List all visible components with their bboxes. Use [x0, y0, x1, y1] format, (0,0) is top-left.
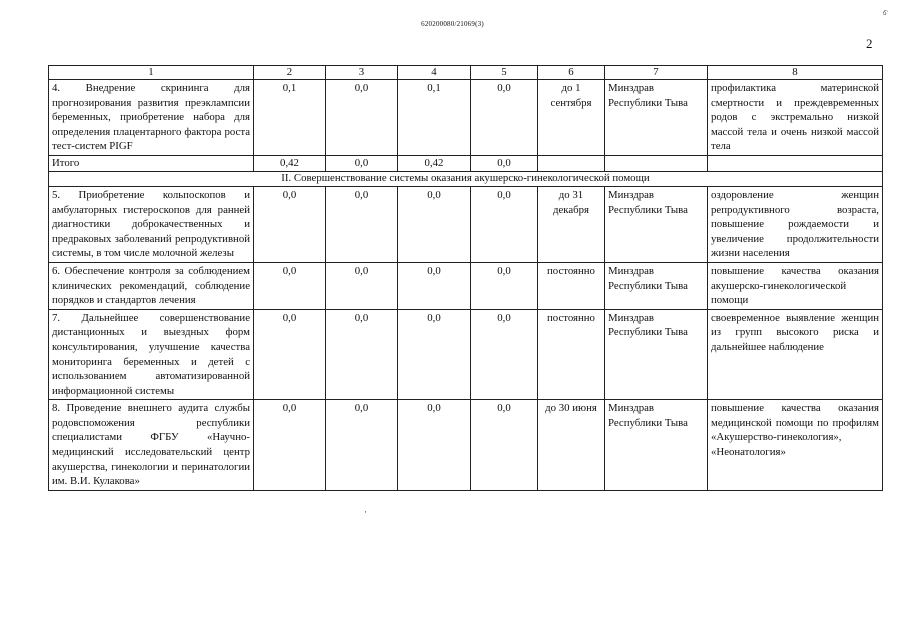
result-cell: своевременное выявление женщин из групп высокого риска и дальнейшее наблюдение: [708, 309, 883, 400]
value-cell: 0,0: [471, 262, 538, 309]
measure-cell: 5. Приобретение кольпоскопов и амбулаторных гистероскопов для ранней диагностики доброкачественных и предраковых заболеваний репродуктивной системы, в том числе молочной железы: [49, 186, 254, 262]
value-cell: 0,0: [398, 309, 471, 400]
result-cell: повышение качества оказания медицинской помощи по профилям «Акушерство-гинекология», «Неонатология»: [708, 400, 883, 491]
value-cell: 0,1: [398, 80, 471, 156]
result-cell: повышение качества оказания акушерско-гинекологической помощи: [708, 262, 883, 309]
term-cell: до 1 сентября: [538, 80, 605, 156]
measure-cell: 6. Обеспечение контроля за соблюдением клинических рекомендаций, соблюдение порядков и стандартов лечения: [49, 262, 254, 309]
page-number: 2: [866, 36, 873, 51]
column-number: 6: [538, 66, 605, 80]
table-row: [49, 262, 883, 309]
executor-cell: Минздрав Республики Тыва: [605, 309, 708, 400]
executor-cell: Минздрав Республики Тыва: [605, 186, 708, 262]
total-label: Итого: [49, 155, 254, 171]
term-cell: до 31 декабря: [538, 186, 605, 262]
term-cell: постоянно: [538, 309, 605, 400]
executor-cell: Минздрав Республики Тыва: [605, 80, 708, 156]
measure-cell: 4. Внедрение скрининга для прогнозирования развития преэклампсии беременных, приобретение набора для определения плацентарного фактора роста тест-систем PIGF: [49, 80, 254, 156]
value-cell: 0,0: [471, 186, 538, 262]
term-cell: постоянно: [538, 262, 605, 309]
value-cell: 0,0: [254, 400, 326, 491]
value-cell: 0,1: [254, 80, 326, 156]
total-value: 0,42: [398, 155, 471, 171]
measure-cell: 8. Проведение внешнего аудита службы родовспоможения республики специалистами ФГБУ «Научно-медицинский исследовательский центр акушерства, гинекологии и перинатологии им. В.И. Кулакова»: [49, 400, 254, 491]
column-number: 3: [326, 66, 398, 80]
empty-cell: [605, 155, 708, 171]
value-cell: 0,0: [254, 309, 326, 400]
executor-cell: Минздрав Республики Тыва: [605, 262, 708, 309]
column-number: 5: [471, 66, 538, 80]
scan-speck: ·: [364, 507, 367, 517]
plan-table: [48, 65, 883, 491]
table-row: [49, 309, 883, 400]
empty-cell: [708, 155, 883, 171]
executor-cell: Минздрав Республики Тыва: [605, 400, 708, 491]
table-row: [49, 400, 883, 491]
value-cell: 0,0: [398, 262, 471, 309]
value-cell: 0,0: [326, 80, 398, 156]
value-cell: 0,0: [398, 186, 471, 262]
measure-cell: 7. Дальнейшее совершенствование дистанционных и выездных форм консультирования, улучшение качества мониторинга беременных и детей с использованием автоматизированной информационной системы: [49, 309, 254, 400]
value-cell: 0,0: [326, 186, 398, 262]
column-number: 1: [49, 66, 254, 80]
value-cell: 0,0: [326, 309, 398, 400]
value-cell: 0,0: [471, 400, 538, 491]
document-id: 620200080/21069(3): [421, 20, 484, 28]
empty-cell: [538, 155, 605, 171]
term-cell: до 30 июня: [538, 400, 605, 491]
result-cell: оздоровление женщин репродуктивного возраста, повышение рождаемости и увеличение продолжительности жизни населения: [708, 186, 883, 262]
value-cell: 0,0: [254, 186, 326, 262]
value-cell: 0,0: [398, 400, 471, 491]
value-cell: 0,0: [254, 262, 326, 309]
column-number-row: [49, 66, 883, 80]
value-cell: 0,0: [471, 309, 538, 400]
total-value: 0,42: [254, 155, 326, 171]
table-row: [49, 186, 883, 262]
column-number: 8: [708, 66, 883, 80]
corner-mark: 6: [880, 7, 890, 18]
column-number: 4: [398, 66, 471, 80]
column-number: 7: [605, 66, 708, 80]
column-number: 2: [254, 66, 326, 80]
total-value: 0,0: [471, 155, 538, 171]
total-value: 0,0: [326, 155, 398, 171]
section-header-row: [49, 171, 883, 186]
result-cell: профилактика материнской смертности и преждевременных родов с экстремально низкой массой тела и очень низкой массой тела: [708, 80, 883, 156]
total-row: [49, 155, 883, 171]
value-cell: 0,0: [326, 400, 398, 491]
value-cell: 0,0: [326, 262, 398, 309]
section-title: II. Совершенствование системы оказания акушерско-гинекологической помощи: [49, 171, 883, 186]
table-row: [49, 80, 883, 156]
value-cell: 0,0: [471, 80, 538, 156]
